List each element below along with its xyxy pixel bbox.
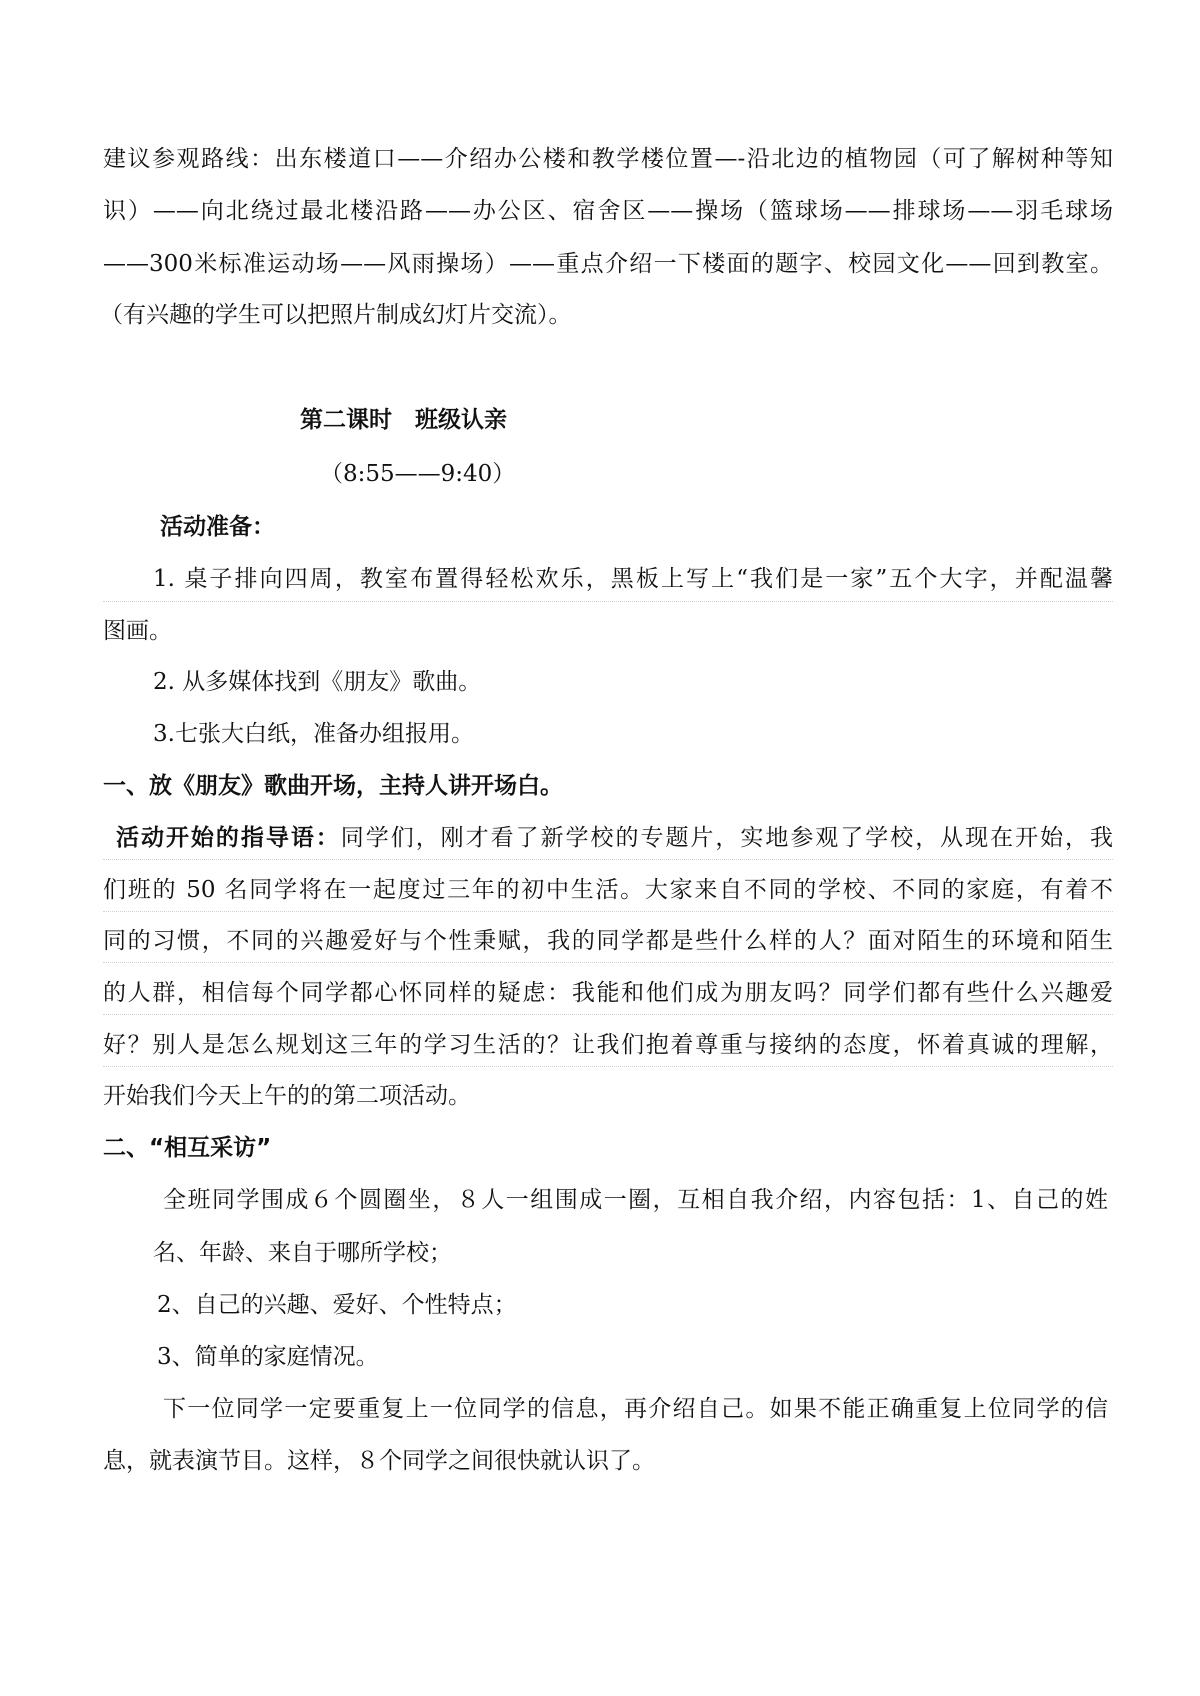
section-1-heading: 一、放《朋友》歌曲开场，主持人讲开场白。 [103,773,563,799]
guide-label: 活动开始的指导语： [116,825,341,851]
guide-first-line [116,822,1113,854]
ruled-line [103,911,1113,912]
guide-line-5: 好？别人是怎么规划这三年的学习生活的？让我们抱着尊重与接纳的态度，怀着真诚的理解， [103,1032,1113,1058]
interview-rule-line-2: 息，就表演节目。这样，８个同学之间很快就认识了。 [103,1448,655,1474]
guide-line-2: 们班的 50 名同学将在一起度过三年的初中生活。大家来自不同的学校、不同的家庭，有着不 [103,877,1113,903]
interview-rule-line-1: 下一位同学一定要重复上一位同学的信息，再介绍自己。如果不能正确重复上位同学的信 [163,1396,1108,1422]
preparation-item-3: 3.七张大白纸，准备办组报用。 [153,721,474,747]
route-line-3: ——300米标准运动场——风雨操场）——重点介绍一下楼面的题字、校园文化——回到教室。 [103,251,1113,277]
lesson-title: 第二课时 班级认亲 [300,407,507,433]
guide-first-text: 同学们，刚才看了新学校的专题片，实地参观了学校，从现在开始，我 [340,825,1114,851]
lesson-time: （8:55——9:40） [320,461,516,487]
preparation-heading: 活动准备： [160,514,275,540]
route-line-1: 建议参观路线：出东楼道口——介绍办公楼和教学楼位置—-沿北边的植物园（可了解树种等知 [103,146,1113,172]
ruled-line [103,1014,1113,1015]
interview-intro-line-1: 全班同学围成６个圆圈坐，８人一组围成一圈，互相自我介绍，内容包括：1、自己的姓 [163,1187,1108,1213]
preparation-item-1-line-1: 1. 桌子排向四周，教室布置得轻松欢乐，黑板上写上“我们是一家”五个大字，并配温馨 [153,566,1113,592]
guide-line-4: 的人群，相信每个同学都心怀同样的疑虑：我能和他们成为朋友吗？同学们都有些什么兴趣爱 [103,980,1113,1006]
ruled-line [103,1066,1113,1067]
preparation-item-2: 2. 从多媒体找到《朋友》歌曲。 [153,669,482,695]
interview-item-3: 3、简单的家庭情况。 [157,1344,379,1370]
interview-item-2: 2、自己的兴趣、爱好、个性特点； [157,1292,517,1318]
ruled-line [103,859,1113,860]
ruled-line [103,601,1113,602]
guide-line-6: 开始我们今天上午的的第二项活动。 [103,1083,471,1109]
route-line-4: （有兴趣的学生可以把照片制成幻灯片交流）。 [100,302,572,328]
interview-intro-line-2: 名、年龄、来自于哪所学校； [153,1240,452,1266]
ruled-line [103,962,1113,963]
preparation-item-1-line-2: 图画。 [103,618,172,644]
guide-line-3: 同的习惯，不同的兴趣爱好与个性秉赋，我的同学都是些什么样的人？面对陌生的环境和陌生 [103,928,1113,954]
section-2-heading: 二、“相互采访” [103,1135,272,1161]
route-line-2: 识）——向北绕过最北楼沿路——办公区、宿舍区——操场（篮球场——排球场——羽毛球场 [103,198,1113,224]
